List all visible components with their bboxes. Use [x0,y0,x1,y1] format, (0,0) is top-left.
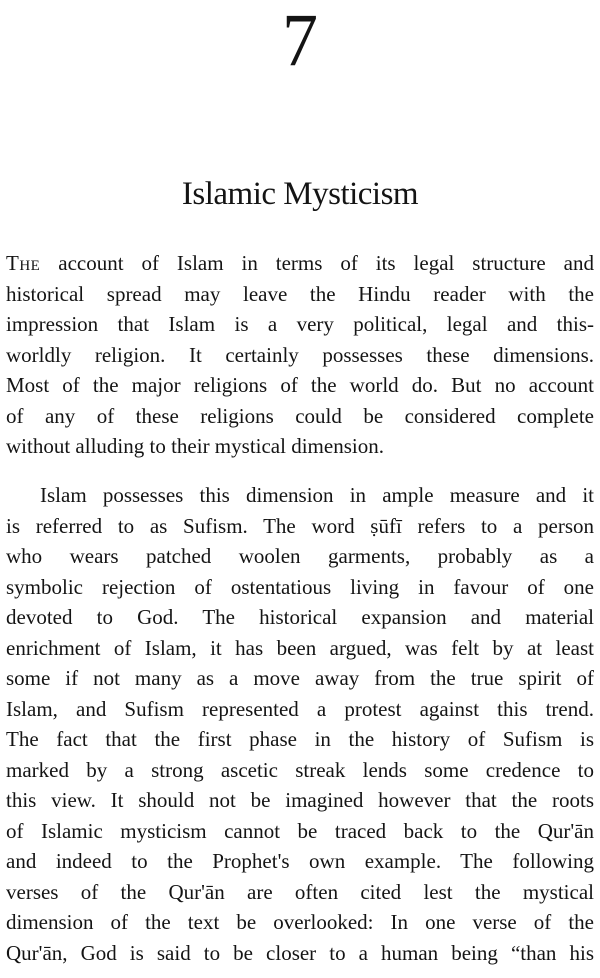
paragraph-line: and indeed to the Prophet's own example. The following [6,849,594,873]
paragraph-line: Most of the major religions of the world do. But no account [6,373,594,397]
paragraph-line: devoted to God. The historical expansion and material [6,605,594,629]
paragraph-line: without alluding to their mystical dimension. [6,434,384,458]
paragraph-line: is referred to as Sufism. The word ṣūfī refers to a person [6,513,594,538]
paragraph-line: this view. It should not be imagined however that the roots [6,788,594,812]
lead-small-caps: The [6,251,41,275]
paragraph-line: verses of the Qur'ān are often cited lest the mystical [6,879,594,904]
chapter-title: Islamic Mysticism [181,176,419,212]
paragraph-line: Islam, and Sufism represented a protest against this trend. [6,696,594,721]
paragraph-1 [6,248,594,462]
paragraph-line: Qur'ān, God is said to be closer to a human being “than his [6,940,594,965]
paragraph-line: of any of these religions could be considered complete [6,403,594,428]
line-text: account of Islam in terms of its legal structure and [40,251,594,275]
paragraph-line: historical spread may leave the Hindu reader with the [6,281,594,306]
paragraph-line: impression that Islam is a very political, legal and this- [6,312,594,336]
paragraph-line: The fact that the first phase in the history of Sufism is [6,727,594,751]
paragraph-line: symbolic rejection of ostentatious living in favour of one [6,574,594,599]
paragraph-line [6,248,594,279]
paragraph-line: worldly religion. It certainly possesses these dimensions. [6,342,594,367]
paragraph-line: of Islamic mysticism cannot be traced back to the Qur'ān [6,818,594,843]
paragraph-line: marked by a strong ascetic streak lends some credence to [6,757,594,782]
paragraph-line: who wears patched woolen garments, probably as a [6,544,594,568]
chapter-number: 7 [282,0,318,82]
paragraph-line: enrichment of Islam, it has been argued, was felt by at least [6,635,594,660]
paragraph-line: some if not many as a move away from the true spirit of [6,666,594,690]
paragraph-line: Islam possesses this dimension in ample measure and it [40,483,594,507]
paragraph-line: dimension of the text be overlooked: In one verse of the [6,910,594,934]
paragraph-2 [6,480,594,968]
